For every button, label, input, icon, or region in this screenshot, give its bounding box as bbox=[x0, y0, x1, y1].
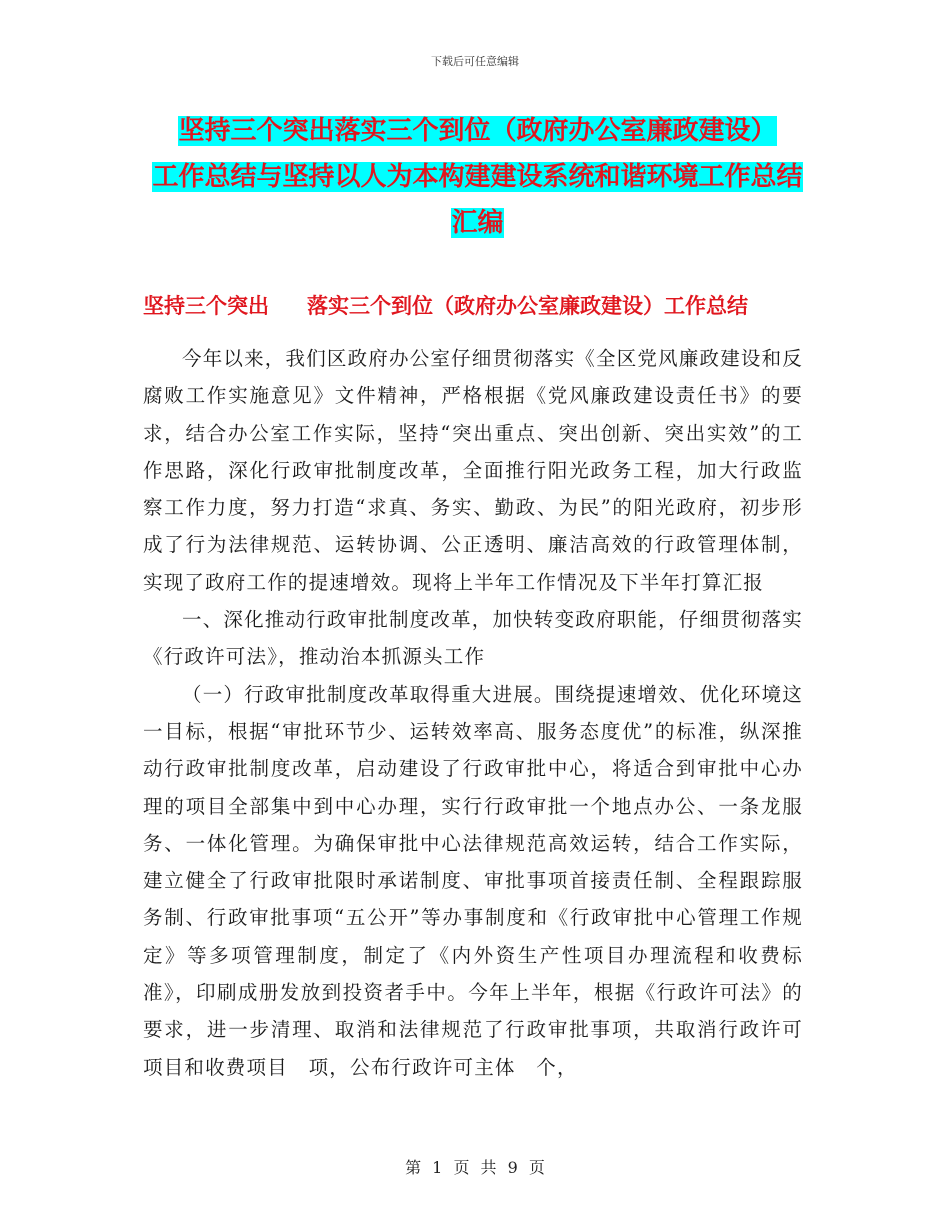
paragraph: 一、深化推动行政审批制度改革，加快转变政府职能，仔细贯彻落实《行政许可法》，推动治本抓源头工作 bbox=[143, 608, 804, 669]
document-title bbox=[145, 108, 810, 246]
page-number: 第 1 页 共 9 页 bbox=[405, 1158, 545, 1177]
header-note: 下载后可任意编辑 bbox=[431, 55, 519, 68]
title-line-3: 汇编 bbox=[451, 208, 504, 238]
paragraph: 今年以来，我们区政府办公室仔细贯彻落实《全区党风廉政建设和反腐败工作实施意见》文件精神，严格根据《党风廉政建设责任书》的要求，结合办公室工作实际，坚持“突出重点、突出创新、突出实效”的工作思路，深化行政审批制度改革，全面推行阳光政务工程，加大行政监察工作力度，努力打造“求真、务实、勤政、为民”的阳光政府，初步形成了行为法律规范、运转协调、公正透明、廉洁高效的行政管理体制，实现了政府工作的提速增效。现将上半年工作情况及下半年打算汇报 bbox=[143, 347, 804, 594]
title-line-1: 坚持三个突出落实三个到位（政府办公室廉政建设） bbox=[178, 116, 777, 146]
section-heading bbox=[143, 290, 813, 320]
paragraph: （一）行政审批制度改革取得重大进展。围绕提速增效、优化环境这一目标，根据“审批环节少、运转效率高、服务态度优”的标准，纵深推动行政审批制度改革，启动建设了行政审批中心，将适合到审批中心办理的项目全部集中到中心办理，实行行政审批一个地点办公、一条龙服务、一体化管理。为确保审批中心法律规范高效运转，结合工作实际，建立健全了行政审批限时承诺制度、审批事项首接责任制、全程跟踪服务制、行政审批事项“五公开”等办事制度和《行政审批中心管理工作规定》等多项管理制度，制定了《内外资生产性项目办理流程和收费标准》，印刷成册发放到投资者手中。今年上半年，根据《行政许可法》的要求，进一步清理、取消和法律规范了行政审批事项，共取消行政许可项目和收费项目 项，公布行政许可主体 个， bbox=[143, 682, 804, 1079]
body-text bbox=[143, 340, 803, 1086]
title-line-2: 工作总结与坚持以人为本构建建设系统和谐环境工作总结 bbox=[152, 162, 803, 192]
section-heading-part-1: 坚持三个突出 bbox=[143, 294, 269, 318]
section-heading-part-2: 落实三个到位（政府办公室廉政建设）工作总结 bbox=[307, 294, 748, 318]
